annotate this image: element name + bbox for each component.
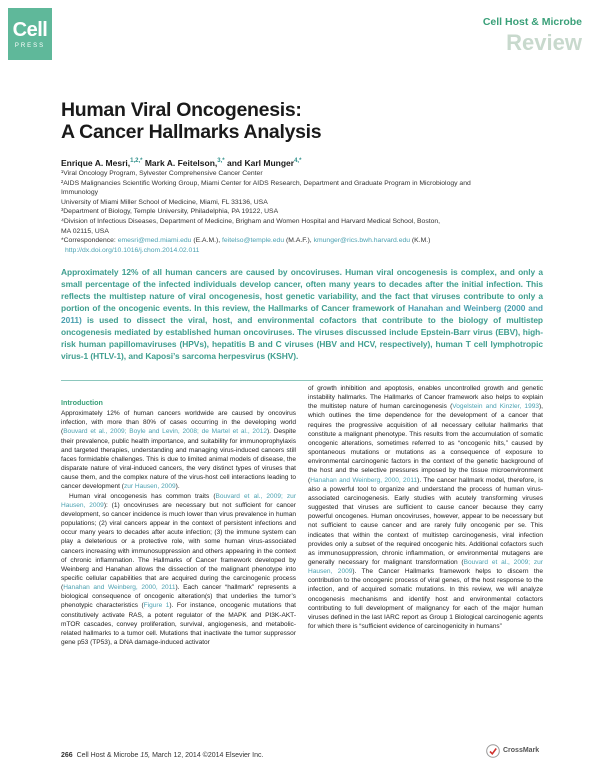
cell-press-logo: [8, 8, 52, 60]
body-column-left: [61, 384, 296, 647]
affiliation-2-cont: Immunology: [61, 189, 99, 197]
citation-link[interactable]: Hanahan and Weinberg, 2000, 2011: [310, 476, 418, 484]
author-1: Enrique A. Mesri,: [61, 158, 131, 168]
affiliation-2-address: University of Miami Miller School of Medicine, Miami, FL 33136, USA: [61, 198, 268, 206]
para3-text-3: ). The cancer hallmark model, therefore, is also a powerful tool to organize and understand the process of human virus-associated carcinogenesis. Early studies with acutely transforming viruses suggested that viruses are sufficient to cause cancer because they carry powerful oncogenes. Human oncoviruses, however, appear to be necessary but not sufficient to cause cancer and are rarely fully oncogenic per se. This indicates that within the context of multistep carcinogenesis, viral infection provides only a subset of the required oncogenic hits. Additional cofactors such as immunosuppression, chronic inflammation, or environmental mutagens are generally necessary for malignant transformation (: [308, 476, 543, 566]
affiliation-4: ⁴Division of Infectious Diseases, Department of Medicine, Brigham and Women Hospital and Harvard Medical School, Boston,: [61, 217, 441, 225]
para2-text-b: ): (1) oncoviruses are necessary but not sufficient for cancer development, so cancer incidence is much lower than virus prevalence in human populations; (2) viral cancers appear in the context of persistent infections and occur many years to decades after acute infection; (3) the immune system can play a deleterious or a protective role, with some human virus-associated cancers increasing with immunosuppression and others appearing in the context of chronic inflammation. The Hallmarks of Cancer framework developed by Weinberg and Hanahan allows the dissection of the malignant phenotype into specific cellular capabilities that are acquired during the carcinogenic process (: [61, 501, 296, 592]
email-owner-1: (E.A.M.),: [193, 237, 221, 245]
para1-text-end: ).: [175, 483, 180, 491]
correspondence: [61, 236, 531, 246]
author-3-affil: 4,*: [294, 158, 302, 165]
affiliations: [61, 169, 531, 255]
affiliation-3: ³Department of Biology, Temple University, Philadelphia, PA 19122, USA: [61, 208, 279, 216]
article-title: [61, 99, 511, 143]
page-number: 266: [61, 752, 73, 759]
citation-link[interactable]: Bouvard et al., 2009; Boyle and Levin, 2008; de Martel et al., 2012: [63, 428, 267, 436]
affiliation-2: ²AIDS Malignancies Scientific Working Group, Miami Center for AIDS Research, Department and Graduate Program in Microbiology and: [61, 179, 471, 187]
para2-text-a: Human viral oncogenesis has common traits (: [69, 492, 216, 500]
abstract-citation-link[interactable]: Hanahan and Weinberg (2000 and 2011): [61, 303, 543, 325]
crossmark-label: CrossMark: [503, 747, 540, 754]
footer-volume: 15,: [140, 752, 151, 759]
para3-text-2: ), which outlines the time dependence for the development of a cancer that requires the progressive acquisition of all necessary cellular hallmarks that constitute a malignant phenotype. This results from the accumulation of somatic oncogenic alterations, sometimes referred to as “oncogenic hits,” caused by spontaneous mutations or mutations as a consequence of exposure to environmental carcinogenic factors in the context of the genetic background of the host and the selective pressures imposed by the tissue microenvironment (: [308, 403, 543, 484]
paragraph-2: [61, 492, 296, 648]
crossmark-icon: [486, 744, 500, 758]
journal-name: Cell Host & Microbe: [482, 16, 582, 28]
author-list: [61, 158, 301, 168]
crossmark-badge[interactable]: [486, 744, 542, 758]
doi-link[interactable]: http://dx.doi.org/10.1016/j.chom.2014.02.011: [65, 246, 200, 254]
citation-link[interactable]: zur Hausen, 2009: [123, 483, 176, 491]
para1-text-a: Approximately 12% of human cancers worldwide are caused by oncovirus infection, with more than 80% of cases occurring in the developing world (: [61, 410, 296, 436]
para3-text-1: of growth inhibition and apoptosis, enables uncontrolled growth and genetic instability hallmarks. The Hallmarks of Cancer framework also helps to explain the multistep nature of human carcinogenesis (: [308, 385, 543, 411]
affiliation-4-cont: MA 02115, USA: [61, 227, 109, 235]
citation-link[interactable]: Vogelstein and Kinzler, 1993: [452, 403, 539, 411]
para3-text-4: ). The Cancer Hallmarks framework helps to discern the contribution to the oncogenic process of viral genes, of the host response to the infection, and of acquired somatic mutations. In this review, we will analyze oncogenesis mechanisms and identify host and environmental cofactors contributing to full development of malignancy for each of the major human viruses defined in the last IARC report as Group 1 Biological carcinogenic agents for which there is “sufficient evidence of carcinogenicity in humans”: [308, 568, 543, 631]
abstract-part-1: Approximately 12% of all human cancers are caused by oncoviruses. Human viral oncogenesis is complex, and only a small percentage of the infected individuals develop cancer, often many years to decades after the initial infection. This reflects the multistep nature of viral oncogenesis, host genetic variability, and the fact that viruses contribute to only a portion of the oncogenic events. In this review, the Hallmarks of Cancer framework of: [61, 267, 543, 313]
section-label: Review: [506, 30, 582, 55]
author-2: Mark A. Feitelson,: [144, 158, 218, 168]
figure-link[interactable]: Figure 1: [143, 602, 170, 610]
author-3: Karl Munger: [244, 158, 295, 168]
logo-main-text: Cell: [12, 19, 48, 41]
email-link-2[interactable]: feitelso@temple.edu: [222, 237, 285, 245]
paragraph-1: [61, 409, 296, 491]
citation-link[interactable]: Bouvard et al., 2009; zur Hausen, 2009: [308, 558, 543, 576]
email-link-3[interactable]: kmunger@rics.bwh.harvard.edu: [313, 237, 411, 245]
para1-text-b: ). Despite their prevalence, public health importance, and suitability for immunoprophylaxis and targeted therapies, understanding and managing virus-induced cancers still faces formidable challenges. This is due to limited animal models of disease, the disparate nature of viral-induced cancers, the very distinct types of viruses that cause them, and the complex nature of the virus-host cell interactions leading to cancer development (: [61, 428, 296, 491]
abstract-part-2: is used to dissect the viral, host, and environmental cofactors that contribute to the biology of multistep oncogenesis mediated by established human oncoviruses. The viruses discussed include Epstein-Barr virus (EBV), high-risk human papillomaviruses (HPVs), hepatitis B and C viruses (HBV and HCV, respectively), human T cell lymphotropic virus-1 (HTLV-1), and Kaposi’s sarcoma herpesvirus (KSHV).: [61, 315, 543, 361]
author-2-affil: 3,*: [217, 158, 225, 165]
introduction-heading: Introduction: [61, 398, 103, 407]
abstract-divider: [61, 380, 543, 381]
title-line-1: Human Viral Oncogenesis:: [61, 99, 302, 121]
author-1-affil: 1,2,*: [130, 158, 143, 165]
paragraph-3: [308, 384, 543, 631]
correspondence-label: *Correspondence:: [61, 237, 116, 245]
para2-text-e: ). For instance, oncogenic mutations that constitutively activate RAS, a potent regulator of the MAPK and PI3K-AKT-mTOR cascades, convey proliferation, survival, angiogenesis, and metabolic-related hallmarks to a tumor cell. Mutations that inactivate the tumor suppressor gene p53 (TP53), a DNA damage-induced activator: [61, 602, 296, 647]
footer-journal: Cell Host & Microbe: [76, 752, 139, 759]
footer-date: March 12, 2014 ©2014 Elsevier Inc.: [152, 752, 264, 759]
email-link-1[interactable]: emesri@med.miami.edu: [117, 237, 192, 245]
email-owner-2: (M.A.F.),: [286, 237, 312, 245]
body-column-right: [308, 384, 543, 631]
affiliation-1: ¹Viral Oncology Program, Sylvester Comprehensive Cancer Center: [61, 170, 263, 177]
email-owner-3: (K.M.): [411, 237, 431, 245]
citation-link[interactable]: Hanahan and Weinberg, 2000, 2011: [63, 584, 176, 592]
citation-link[interactable]: Bouvard et al., 2009; zur Hausen, 2009: [61, 492, 297, 509]
page-footer: [61, 752, 263, 759]
title-line-2: A Cancer Hallmarks Analysis: [61, 121, 322, 143]
para2-text-d: ). Each cancer “hallmark” represents a biological consequence of oncogenic alteration(s) that underlies the tumor’s phenotypic characteristics (: [61, 584, 296, 610]
logo-sub-text: PRESS: [14, 43, 46, 49]
author-and: and: [227, 158, 243, 168]
abstract: [61, 266, 543, 362]
